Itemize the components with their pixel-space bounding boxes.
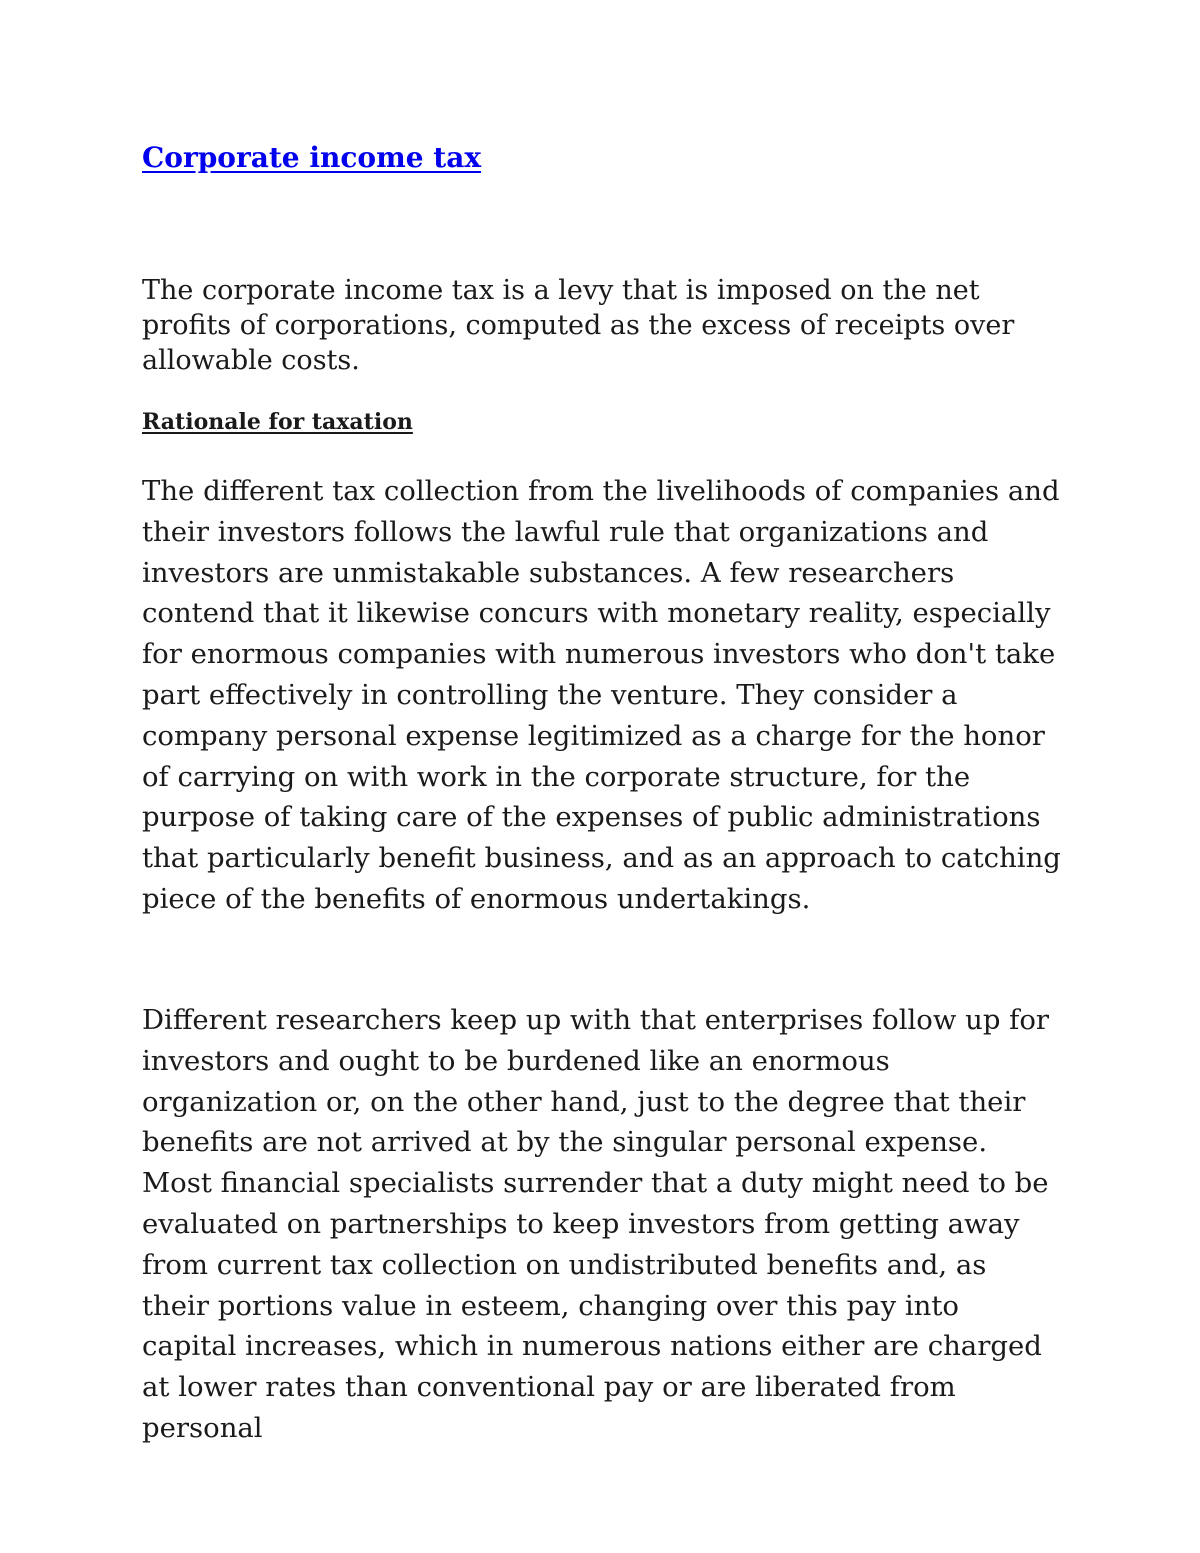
body-paragraph-2: Different researchers keep up with that enterprises follow up for investors and ought to be burdened like an enormous organization or, on the other hand, just to the degree that their benefits are not arrived at by the singular personal expense. Most financial specialists surrender that a duty might need to be evaluated on partnerships to keep investors from getting away from current tax collection on undistributed benefits and, as their portions value in esteem, changing over this pay into capital increases, which in numerous nations either are charged at lower rates than conventional pay or are liberated from personal bbox=[142, 1004, 1050, 1444]
section-heading: Rationale for taxation bbox=[142, 409, 413, 435]
body-paragraph-1: The different tax collection from the livelihoods of companies and their investors follows the lawful rule that organizations and investors are unmistakable substances. A few researchers contend that it likewise concurs with monetary reality, especially for enormous companies with numerous investors who don't take part effectively in controlling the venture. They consider a company personal expense legitimized as a charge for the honor of carrying on with work in the corporate structure, for the purpose of taking care of the expenses of public administrations that particularly benefit business, and as an approach to catching piece of the benefits of enormous undertakings. bbox=[142, 475, 1061, 915]
document-title-link[interactable]: Corporate income tax bbox=[142, 141, 482, 174]
intro-paragraph: The corporate income tax is a levy that is imposed on the net profits of corporations, computed as the excess of receipts over allowable costs. bbox=[142, 275, 1015, 376]
